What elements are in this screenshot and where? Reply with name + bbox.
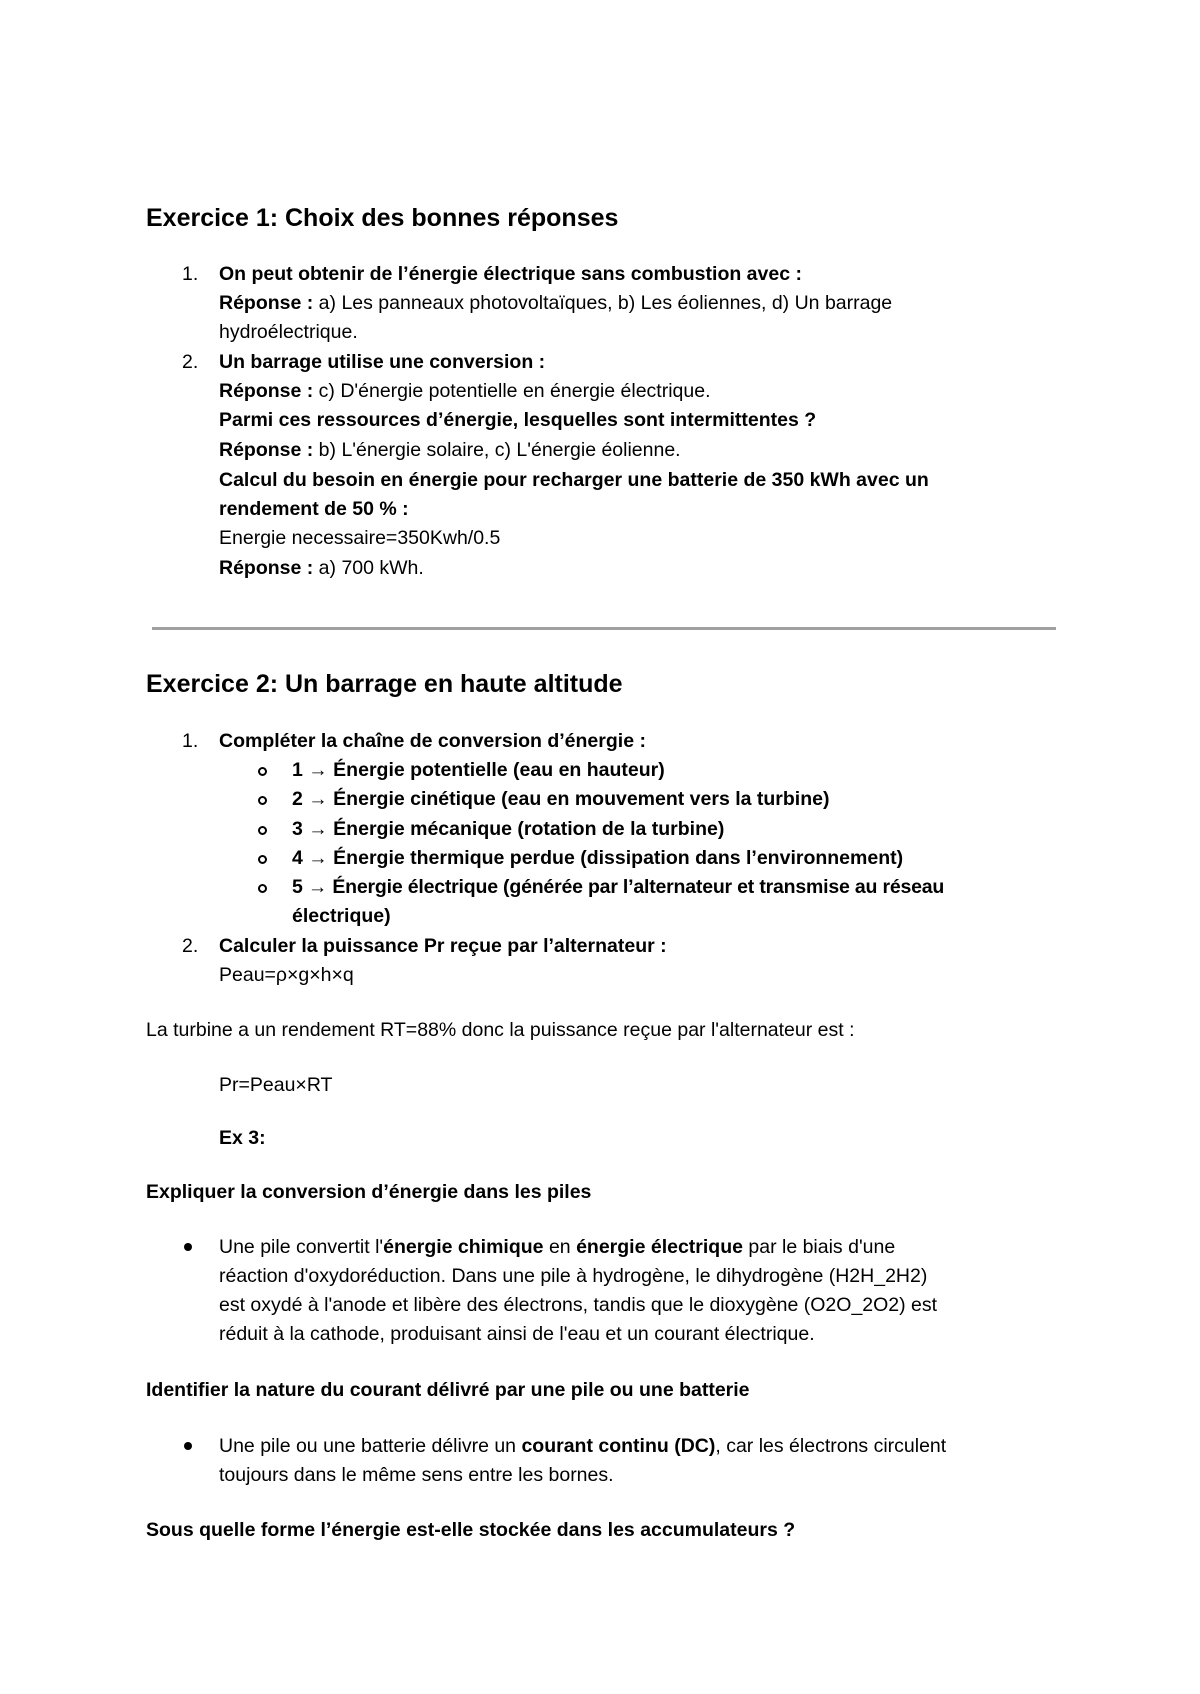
answer-label: Réponse :: [219, 557, 314, 579]
chain-item: 2 → Énergie cinétique (eau en mouvement vers la turbine): [292, 788, 830, 810]
chain-item: 4 → Énergie thermique perdue (dissipation dans l’environnement): [292, 847, 904, 869]
question-chain: Compléter la chaîne de conversion d’énergie :: [219, 730, 646, 752]
bullet-paragraph-2: Une pile ou une batterie délivre un courant continu (DC), car les électrons circulent: [219, 1435, 947, 1457]
answer-label: Réponse :: [219, 380, 314, 402]
answer-label: Réponse :: [219, 439, 314, 461]
section-heading-courant: Identifier la nature du courant délivré par une pile ou une batterie: [146, 1379, 750, 1401]
paragraph-efficiency: La turbine a un rendement RT=88% donc la puissance reçue par l'alternateur est :: [146, 1019, 855, 1041]
list-number: 1.: [182, 263, 199, 285]
question-4: Calcul du besoin en énergie pour recharger une batterie de 350 kWh avec un: [219, 469, 929, 491]
answer-label: Réponse :: [219, 292, 314, 314]
answer-3: [219, 436, 681, 465]
question-text: On peut obtenir de l’énergie électrique sans combustion avec :: [219, 263, 802, 285]
answer-text: a) 700 kWh.: [313, 557, 424, 579]
bullet-paragraph-2-line: toujours dans le même sens entre les bornes.: [219, 1464, 614, 1486]
chain-item: 3 → Énergie mécanique (rotation de la turbine): [292, 818, 725, 840]
chain-item: 5 → Énergie électrique (générée par l’alternateur et transmise au réseau: [292, 876, 945, 898]
calculation: Energie necessaire=350Kwh/0.5: [219, 527, 501, 549]
bullet-paragraph-1-line: réaction d'oxydoréduction. Dans une pile à hydrogène, le dihydrogène (H2H_2H2): [219, 1265, 928, 1287]
section-heading-accumulateurs: Sous quelle forme l’énergie est-elle stockée dans les accumulateurs ?: [146, 1519, 796, 1541]
exercise-1-title: Exercice 1: Choix des bonnes réponses: [146, 204, 619, 232]
exercise-2-title: Exercice 2: Un barrage en haute altitude: [146, 670, 623, 698]
question-1: [219, 260, 802, 289]
hollow-bullet-icon: [258, 855, 267, 864]
hollow-bullet-icon: [258, 767, 267, 776]
question-3: Parmi ces ressources d’énergie, lesquelles sont intermittentes ?: [219, 409, 817, 431]
bullet-icon: [184, 1442, 192, 1450]
section-heading-piles: Expliquer la conversion d’énergie dans les piles: [146, 1181, 592, 1203]
answer-1-cont: hydroélectrique.: [219, 321, 358, 343]
horizontal-divider: [152, 627, 1056, 630]
bullet-paragraph-1-line: réduit à la cathode, produisant ainsi de l'eau et un courant électrique.: [219, 1323, 815, 1345]
answer-4: [219, 554, 424, 583]
chain-item-cont: électrique): [292, 905, 391, 927]
answer-text: c) D'énergie potentielle en énergie électrique.: [313, 380, 711, 402]
answer-1: [219, 289, 892, 318]
formula-pr: Pr=Peau×RT: [219, 1074, 333, 1096]
list-number: 1.: [182, 730, 199, 752]
answer-text: b) L'énergie solaire, c) L'énergie éolienne.: [313, 439, 681, 461]
chain-item: 1 → Énergie potentielle (eau en hauteur): [292, 759, 665, 781]
hollow-bullet-icon: [258, 796, 267, 805]
hollow-bullet-icon: [258, 826, 267, 835]
answer-2: [219, 377, 710, 406]
formula-peau: Peau=ρ×g×h×q: [219, 964, 354, 986]
list-number: 2.: [182, 935, 199, 957]
question-2: Un barrage utilise une conversion :: [219, 351, 546, 373]
exercise-3-label: Ex 3:: [219, 1127, 266, 1149]
list-number: 2.: [182, 351, 199, 373]
answer-text: a) Les panneaux photovoltaïques, b) Les éoliennes, d) Un barrage: [313, 292, 893, 314]
bullet-icon: [184, 1243, 192, 1251]
question-power: Calculer la puissance Pr reçue par l’alternateur :: [219, 935, 667, 957]
bullet-paragraph-1-line: est oxydé à l'anode et libère des électrons, tandis que le dioxygène (O2O_2O2) est: [219, 1294, 938, 1316]
hollow-bullet-icon: [258, 884, 267, 893]
question-4-cont: rendement de 50 % :: [219, 498, 409, 520]
bullet-paragraph-1: Une pile convertit l'énergie chimique en énergie électrique par le biais d'une: [219, 1236, 896, 1258]
